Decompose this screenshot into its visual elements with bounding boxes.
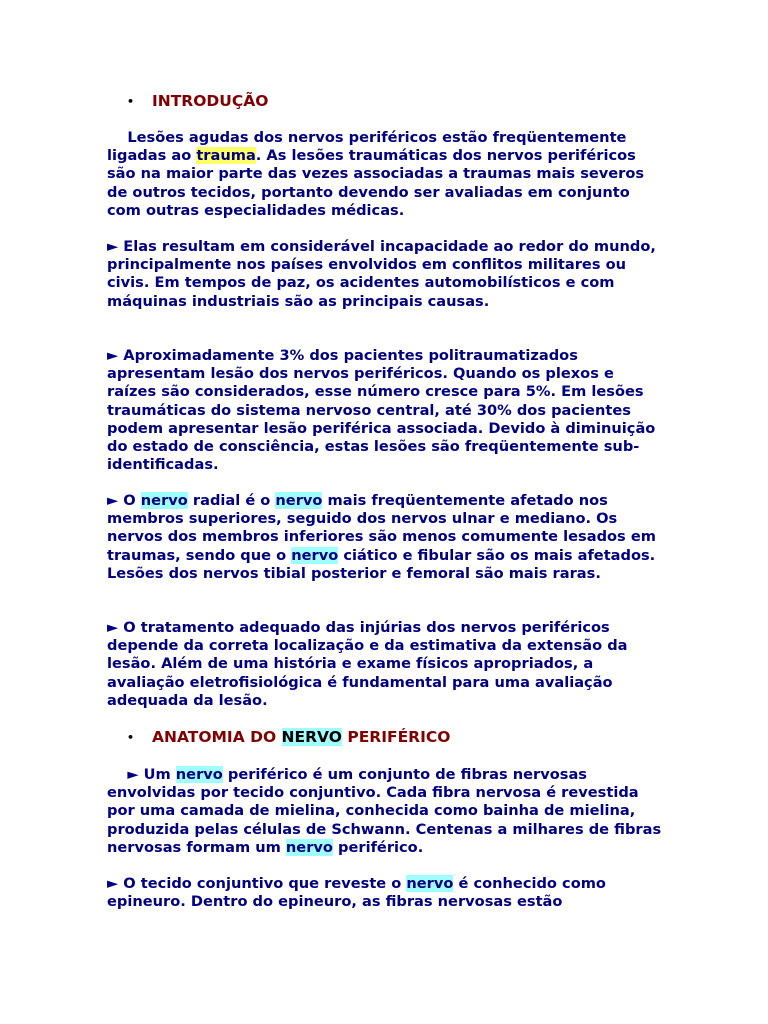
paragraph-estatisticas: ► Aproximadamente 3% dos pacientes politraumatizados apresentam lesão dos nervos periféricos. Quando os plexos e raízes são considerados, esse número cresce para 5%. Em lesões traumáticas do sistema nervoso central, até 30% dos pacientes podem apresentar lesão periférica associada. Devido à diminuição do estado de consciência, estas lesões são freqüentemente sub-identificadas. [107, 347, 656, 474]
paragraph-tratamento: ► O tratamento adequado das injúrias dos nervos periféricos depende da correta localização e da estimativa da extensão da lesão. Além de uma história e exame físicos apropriados, a avaliação eletrofisiológica é fundamental para uma avaliação adequada da lesão. [107, 619, 628, 709]
section-heading-anatomia [127, 728, 450, 746]
highlight-trauma: trauma [196, 147, 256, 165]
text-run: é conhecido como epineuro. Dentro do epineuro, as fibras nervosas estão [107, 875, 606, 911]
bullet-icon: • [127, 730, 135, 744]
highlight-nervo: nervo [285, 838, 333, 856]
text-run: . As lesões traumáticas dos nervos periféricos são na maior parte das vezes associadas a traumas mais severos de outros tecidos, portanto devendo ser avaliadas em conjunto com outras especialidades médicas. [107, 147, 645, 219]
text-run: Lesões agudas dos nervos periféricos estão freqüentemente ligadas ao [107, 129, 632, 165]
highlight-nervo-heading: NERVO [281, 728, 342, 746]
text-run: ► Um [107, 766, 176, 783]
text-run: ciático e fibular são os mais afetados. Lesões dos nervos tibial posterior e femoral são mais raras. [107, 546, 656, 582]
paragraph-epineuro [107, 875, 667, 911]
section-heading-introducao [127, 92, 268, 110]
heading-text-b: PERIFÉRICO [341, 728, 451, 746]
text-run: ► O [107, 492, 141, 509]
highlight-nervo: nervo [291, 546, 339, 564]
highlight-nervo: nervo [275, 492, 323, 509]
paragraph-nervo-radial [107, 492, 667, 583]
paragraph-incapacidade: ► Elas resultam em considerável incapacidade ao redor do mundo, principalmente nos países envolvidos em conflitos militares ou civis. Em tempos de paz, os acidentes automobilísticos e com máquinas industriais são as principais causas. [107, 238, 656, 310]
paragraph-nervo-periferico [107, 766, 667, 857]
heading-text: INTRODUÇÃO [152, 92, 269, 110]
text-run: radial é o [187, 492, 276, 509]
highlight-nervo: nervo [140, 492, 188, 509]
highlight-nervo: nervo [406, 875, 454, 892]
bullet-icon: • [127, 94, 135, 108]
highlight-nervo: nervo [175, 766, 223, 783]
paragraph-intro [107, 129, 667, 220]
text-run: periférico. [332, 838, 424, 856]
text-run: periférico é um conjunto de fibras nervosas envolvidas por tecido conjuntivo. Cada fibra nervosa é revestida por uma camada de mielina, conhecida como bainha de mielina, produzida pelas células de Schwann. Centenas a milhares de fibras nervosas formam um [107, 766, 662, 856]
heading-text-a: ANATOMIA DO [152, 728, 282, 746]
text-run: ► O tecido conjuntivo que reveste o [107, 875, 407, 892]
text-run: mais freqüentemente afetado nos membros superiores, seguido dos nervos ulnar e mediano. Os nervos dos membros inferiores são menos comumente lesados em traumas, sendo que o [107, 492, 656, 564]
